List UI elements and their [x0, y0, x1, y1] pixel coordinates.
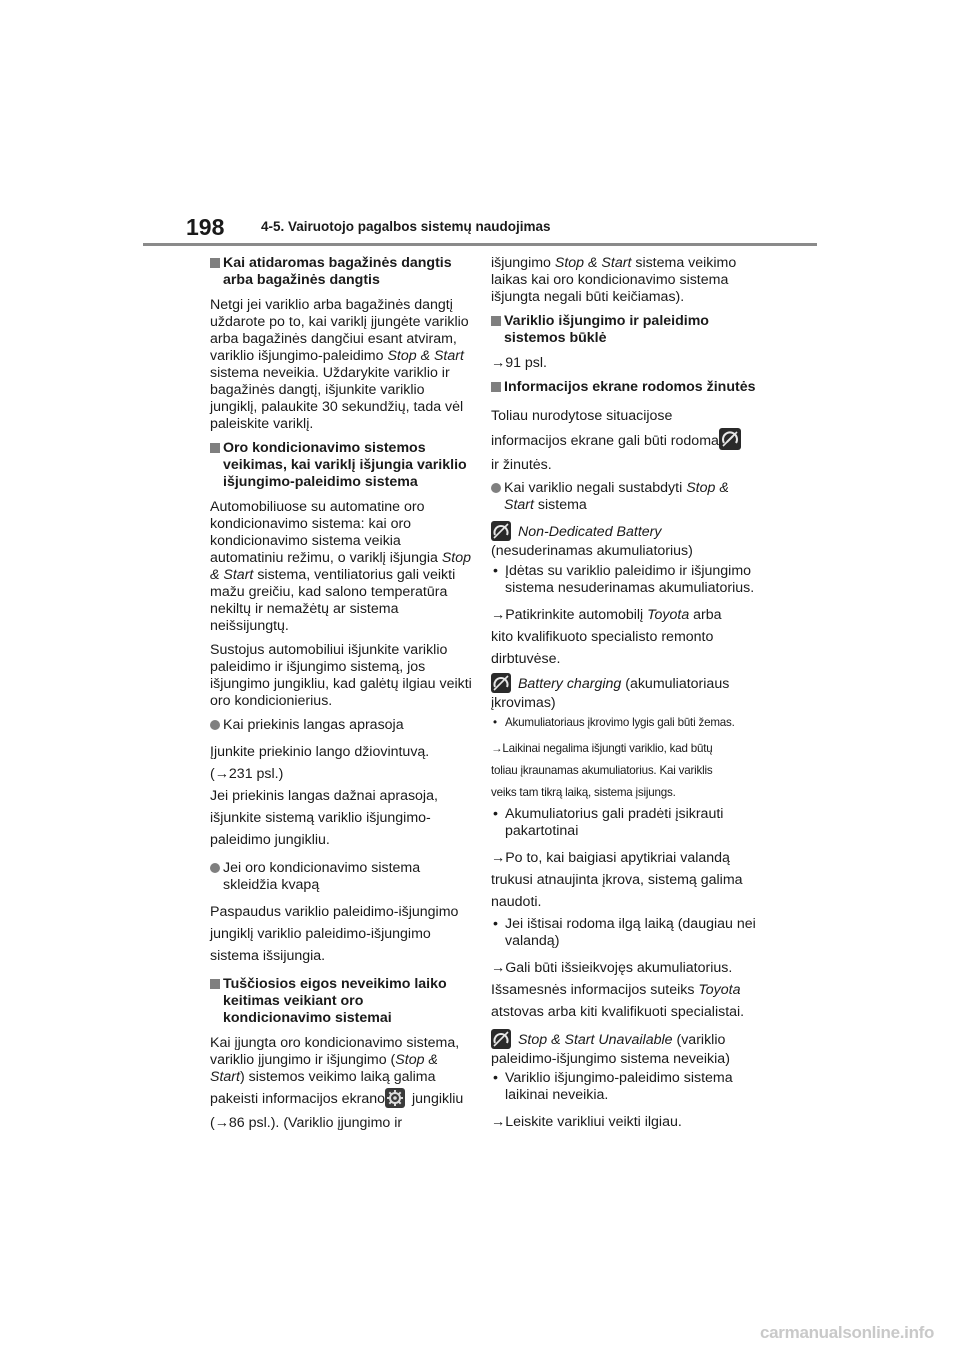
paragraph-line: naudoti.: [491, 894, 542, 910]
right-column: [491, 255, 759, 1133]
heading-text: Informacijos ekrane rodomos žinutės: [504, 379, 756, 395]
settings-gear-icon: [385, 1088, 405, 1108]
paragraph-line: Jei priekinis langas dažnai aprasoja,: [210, 788, 438, 804]
message-battery-charging: Battery charging (akumuliatoriaus: [491, 673, 759, 695]
paragraph-line: Įjunkite priekinio lango džiovintuvą.: [210, 744, 430, 760]
heading-text: Variklio išjungimo ir paleidimo sistemos būklė: [504, 313, 709, 346]
square-bullet-icon: [210, 443, 220, 453]
paragraph: išjungimo Stop & Start sistema veikimo laikas kai oro kondicionavimo sistema išjungta negali būti keičiamas).: [491, 255, 737, 305]
paragraph-line: kito kvalifikuoto specialisto remonto: [491, 629, 714, 645]
paragraph-line: (→86 psl.). (Variklio įjungimo ir: [210, 1115, 403, 1131]
paragraph: (nesuderinamas akumuliatorius): [491, 543, 693, 559]
square-bullet-icon: [210, 258, 220, 268]
subheading-windshield: Kai priekinis langas aprasoja: [210, 717, 472, 734]
heading-ac-operation: [210, 440, 472, 491]
paragraph-line: toliau įkraunamas akumuliatorius. Kai variklis: [491, 764, 713, 777]
paragraph-line: →Patikrinkite automobilį Toyota arba: [491, 607, 722, 623]
page-number: 198: [186, 214, 225, 240]
square-bullet-icon: [491, 382, 501, 392]
circle-bullet-icon: [491, 483, 501, 493]
paragraph-line: trukusi atnaujinta įkrova, sistemą galima: [491, 872, 743, 888]
list-item: • Įdėtas su variklio paleidimo ir išjungimo sistema nesuderinamas akumuliatorius.: [493, 563, 755, 596]
heading-idle-time: [210, 976, 472, 1027]
paragraph-line: paleidimo jungikliu.: [210, 832, 330, 848]
heading-text: Tuščiosios eigos neveikimo laiko keitimas veikiant oro kondicionavimo sistemai: [223, 976, 447, 1026]
paragraph: Kai įjungta oro kondicionavimo sistema, variklio įjungimo ir išjungimo (Stop & Start) sistemos veikimo laiką galima: [210, 1035, 460, 1085]
paragraph-line: veiks tam tikrą laiką, sistema įsijungs.: [491, 786, 676, 799]
paragraph: paleidimo-išjungimo sistema neveikia): [491, 1051, 730, 1067]
section-title: 4-5. Vairuotojo pagalbos sistemų naudojimas: [261, 219, 551, 234]
stop-start-indicator-icon: [491, 673, 511, 693]
list-item: • Variklio išjungimo-paleidimo sistema laikinai neveikia.: [493, 1070, 733, 1103]
list-item: • Akumuliatoriaus įkrovimo lygis gali būti žemas.: [493, 716, 735, 729]
heading-text: Kai atidaromas bagažinės dangtis arba bagažinės dangtis: [223, 255, 452, 288]
circle-bullet-icon: [210, 863, 220, 873]
paragraph-line: sistema išsijungia.: [210, 948, 326, 964]
paragraph-line: Toliau nurodytose situacijose: [491, 408, 673, 424]
heading-display-messages: [491, 379, 759, 396]
paragraph: Automobiliuose su automatine oro kondicionavimo sistema: kai oro kondicionavimo sistema veikia automatiniu režimu, o variklį išjungia Stop & Start sistema, ventiliatorius gali veikti mažu greičiu, kad salono temperatūra nekiltų ir nemažėtų ar sistema neišsijungtų.: [210, 499, 472, 634]
heading-text: Oro kondicionavimo sistemos veikimas, kai variklį išjungia variklio išjungimo-paleidimo sistema: [223, 440, 467, 490]
paragraph-line: →Laikinai negalima išjungti variklio, kad būtų: [491, 742, 713, 755]
paragraph-line: išjunkite sistemą variklio išjungimo-: [210, 810, 431, 826]
paragraph-line: →Leiskite varikliui veikti ilgiau.: [491, 1114, 682, 1130]
message-stop-start-unavailable: Stop & Start Unavailable (variklio: [491, 1029, 759, 1051]
stop-start-indicator-icon: [491, 521, 511, 541]
paragraph-line: Išsamesnės informacijos suteiks Toyota: [491, 982, 741, 998]
paragraph-line: atstovas arba kiti kvalifikuoti specialistai.: [491, 1004, 745, 1020]
page-reference: →91 psl.: [491, 355, 547, 371]
stop-start-indicator-icon: [491, 1029, 511, 1049]
paragraph: įkrovimas): [491, 695, 556, 711]
message-non-dedicated-battery: Non-Dedicated Battery: [491, 521, 759, 543]
heading-trunk-open: [210, 255, 472, 289]
paragraph-line: ir žinutės.: [491, 457, 552, 473]
stop-start-indicator-icon: [719, 428, 741, 450]
square-bullet-icon: [491, 316, 501, 326]
circle-bullet-icon: [210, 720, 220, 730]
heading-system-status: [491, 313, 759, 347]
list-item: • Akumuliatorius gali pradėti įsikrauti pakartotinai: [493, 806, 724, 839]
paragraph-line: informacijos ekrane gali būti rodoma: [491, 428, 759, 454]
list-item: • Jei ištisai rodoma ilgą laiką (daugiau nei valandą): [493, 916, 756, 949]
paragraph-line: pakeisti informacijos ekrano jungikliu: [210, 1086, 472, 1112]
square-bullet-icon: [210, 979, 220, 989]
watermark: carmanualsonline.info: [760, 1323, 935, 1342]
paragraph-line: (→231 psl.): [210, 766, 284, 782]
paragraph-line: Paspaudus variklio paleidimo-išjungimo: [210, 904, 459, 920]
paragraph: Sustojus automobiliui išjunkite variklio paleidimo ir išjungimo sistemą, jos išjungimo jungikliu, kad galėtų ilgiau veikti oro kondicionierius.: [210, 642, 472, 709]
paragraph-line: →Po to, kai baigiasi apytikriai valandą: [491, 850, 730, 866]
paragraph-line: jungiklį variklio paleidimo-išjungimo: [210, 926, 431, 942]
paragraph-line: dirbtuvėse.: [491, 651, 561, 667]
subheading-ac-odor: Jei oro kondicionavimo sistema skleidžia kvapą: [210, 860, 472, 894]
left-column: [210, 255, 472, 1134]
paragraph-line: →Gali būti išsieikvojęs akumuliatorius.: [491, 960, 733, 976]
subheading-cannot-stop: Kai variklio negali sustabdyti Stop & Start sistema: [491, 480, 759, 514]
header-rule: [143, 243, 817, 246]
paragraph: Netgi jei variklio arba bagažinės dangtį uždarote po to, kai variklį įjungėte variklio arba bagažinės dangčiui esant atviram, variklio išjungimo-paleidimo Stop & Start sistema neveikia. Uždarykite variklio ir bagažinės dangtį, išjunkite variklio jungiklį, palaukite 30 sekundžių, tada vėl paleiskite variklį.: [210, 297, 469, 432]
